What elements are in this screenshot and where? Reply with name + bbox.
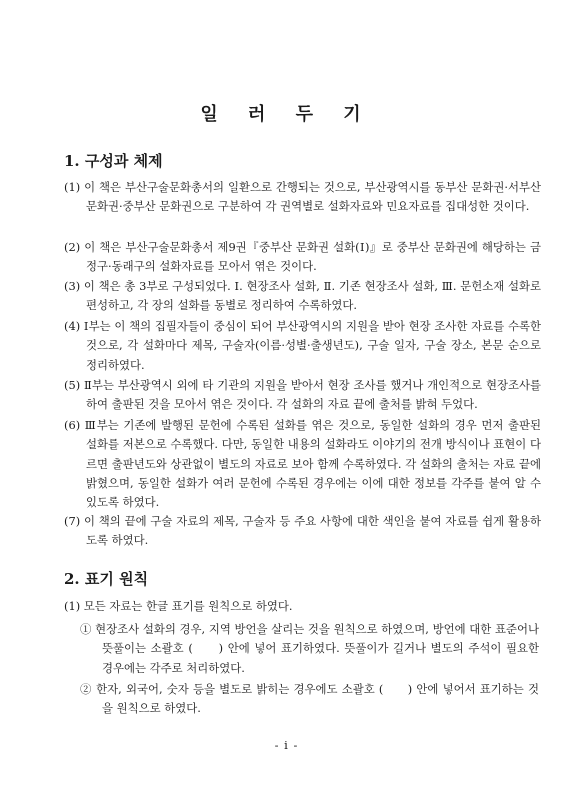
paragraph-4: (4) Ⅰ부는 이 책의 집필자들이 중심이 되어 부산광역시의 지원을 받아 현장 조사한 자료를 수록한 것으로, 각 설화마다 제목, 구술자(이름·성별·출생년도), 구술 일자, 구술 장소, 본문 순으로 정리하였다. (64, 319, 541, 372)
paragraph-1: (1) 이 책은 부산구술문화총서의 일환으로 간행되는 것으로, 부산광역시를 동부산 문화권·서부산 문화권·중부산 문화권으로 구분하여 각 권역별로 설화자료와 민요자료를 집대성한 것이다. (64, 180, 541, 214)
paragraph-6: (6) Ⅲ부는 기존에 발행된 문헌에 수록된 설화를 엮은 것으로, 동일한 설화의 경우 먼저 출판된 설화를 저본으로 수록했다. 다만, 동일한 내용의 설화라도 이야기의 전개 방식이나 표현이 다르면 출판년도와 상관없이 별도의 자료로 보아 함께 수록하였다. 각 설화의 출처는 자료 끝에 밝혔으며, 동일한 설화가 여러 문헌에 수록된 경우에는 이에 대한 정보를 각주를 붙여 알 수 있도록 하였다. (64, 418, 541, 510)
subparagraph-2: ② 한자, 외국어, 숫자 등을 별도로 밝히는 경우에도 소괄호 ( ) 안에 넣어서 표기하는 것을 원칙으로 하였다. (80, 682, 539, 716)
paragraph-2: (2) 이 책은 부산구술문화총서 제9권『중부산 문화권 설화(Ⅰ)』로 중부산 문화권에 해당하는 금정구·동래구의 설화자료를 모아서 엮은 것이다. (64, 240, 541, 274)
section-heading-structure: 1. 구성과 체제 (64, 152, 163, 170)
page-number: - i - (274, 738, 299, 752)
paragraph-5: (5) Ⅱ부는 부산광역시 외에 타 기관의 지원을 받아서 현장 조사를 했거나 개인적으로 현장조사를 하여 출판된 것을 모아서 엮은 것이다. 각 설화의 자료 끝에 출처를 밝혀 두었다. (64, 378, 541, 412)
page-title: 일 러 두 기 (200, 104, 373, 125)
paragraph-notation-1: (1) 모든 자료는 한글 표기를 원칙으로 하였다. (64, 599, 293, 613)
paragraph-7: (7) 이 책의 끝에 구술 자료의 제목, 구술자 등 주요 사항에 대한 색인을 붙여 자료를 쉽게 활용하도록 하였다. (64, 514, 541, 548)
subparagraph-1: ① 현장조사 설화의 경우, 지역 방언을 살리는 것을 원칙으로 하였으며, 방언에 대한 표준어나 뜻풀이는 소괄호 ( ) 안에 넣어 표기하였다. 뜻풀이가 길거나 별도의 주석이 필요한 경우에는 각주로 처리하였다. (80, 622, 539, 675)
paragraph-3: (3) 이 책은 총 3부로 구성되었다. Ⅰ. 현장조사 설화, Ⅱ. 기존 현장조사 설화, Ⅲ. 문헌소재 설화로 편성하고, 각 장의 설화를 동별로 정리하여 수록하였다. (64, 279, 541, 313)
section-heading-notation: 2. 표기 원칙 (64, 570, 149, 588)
